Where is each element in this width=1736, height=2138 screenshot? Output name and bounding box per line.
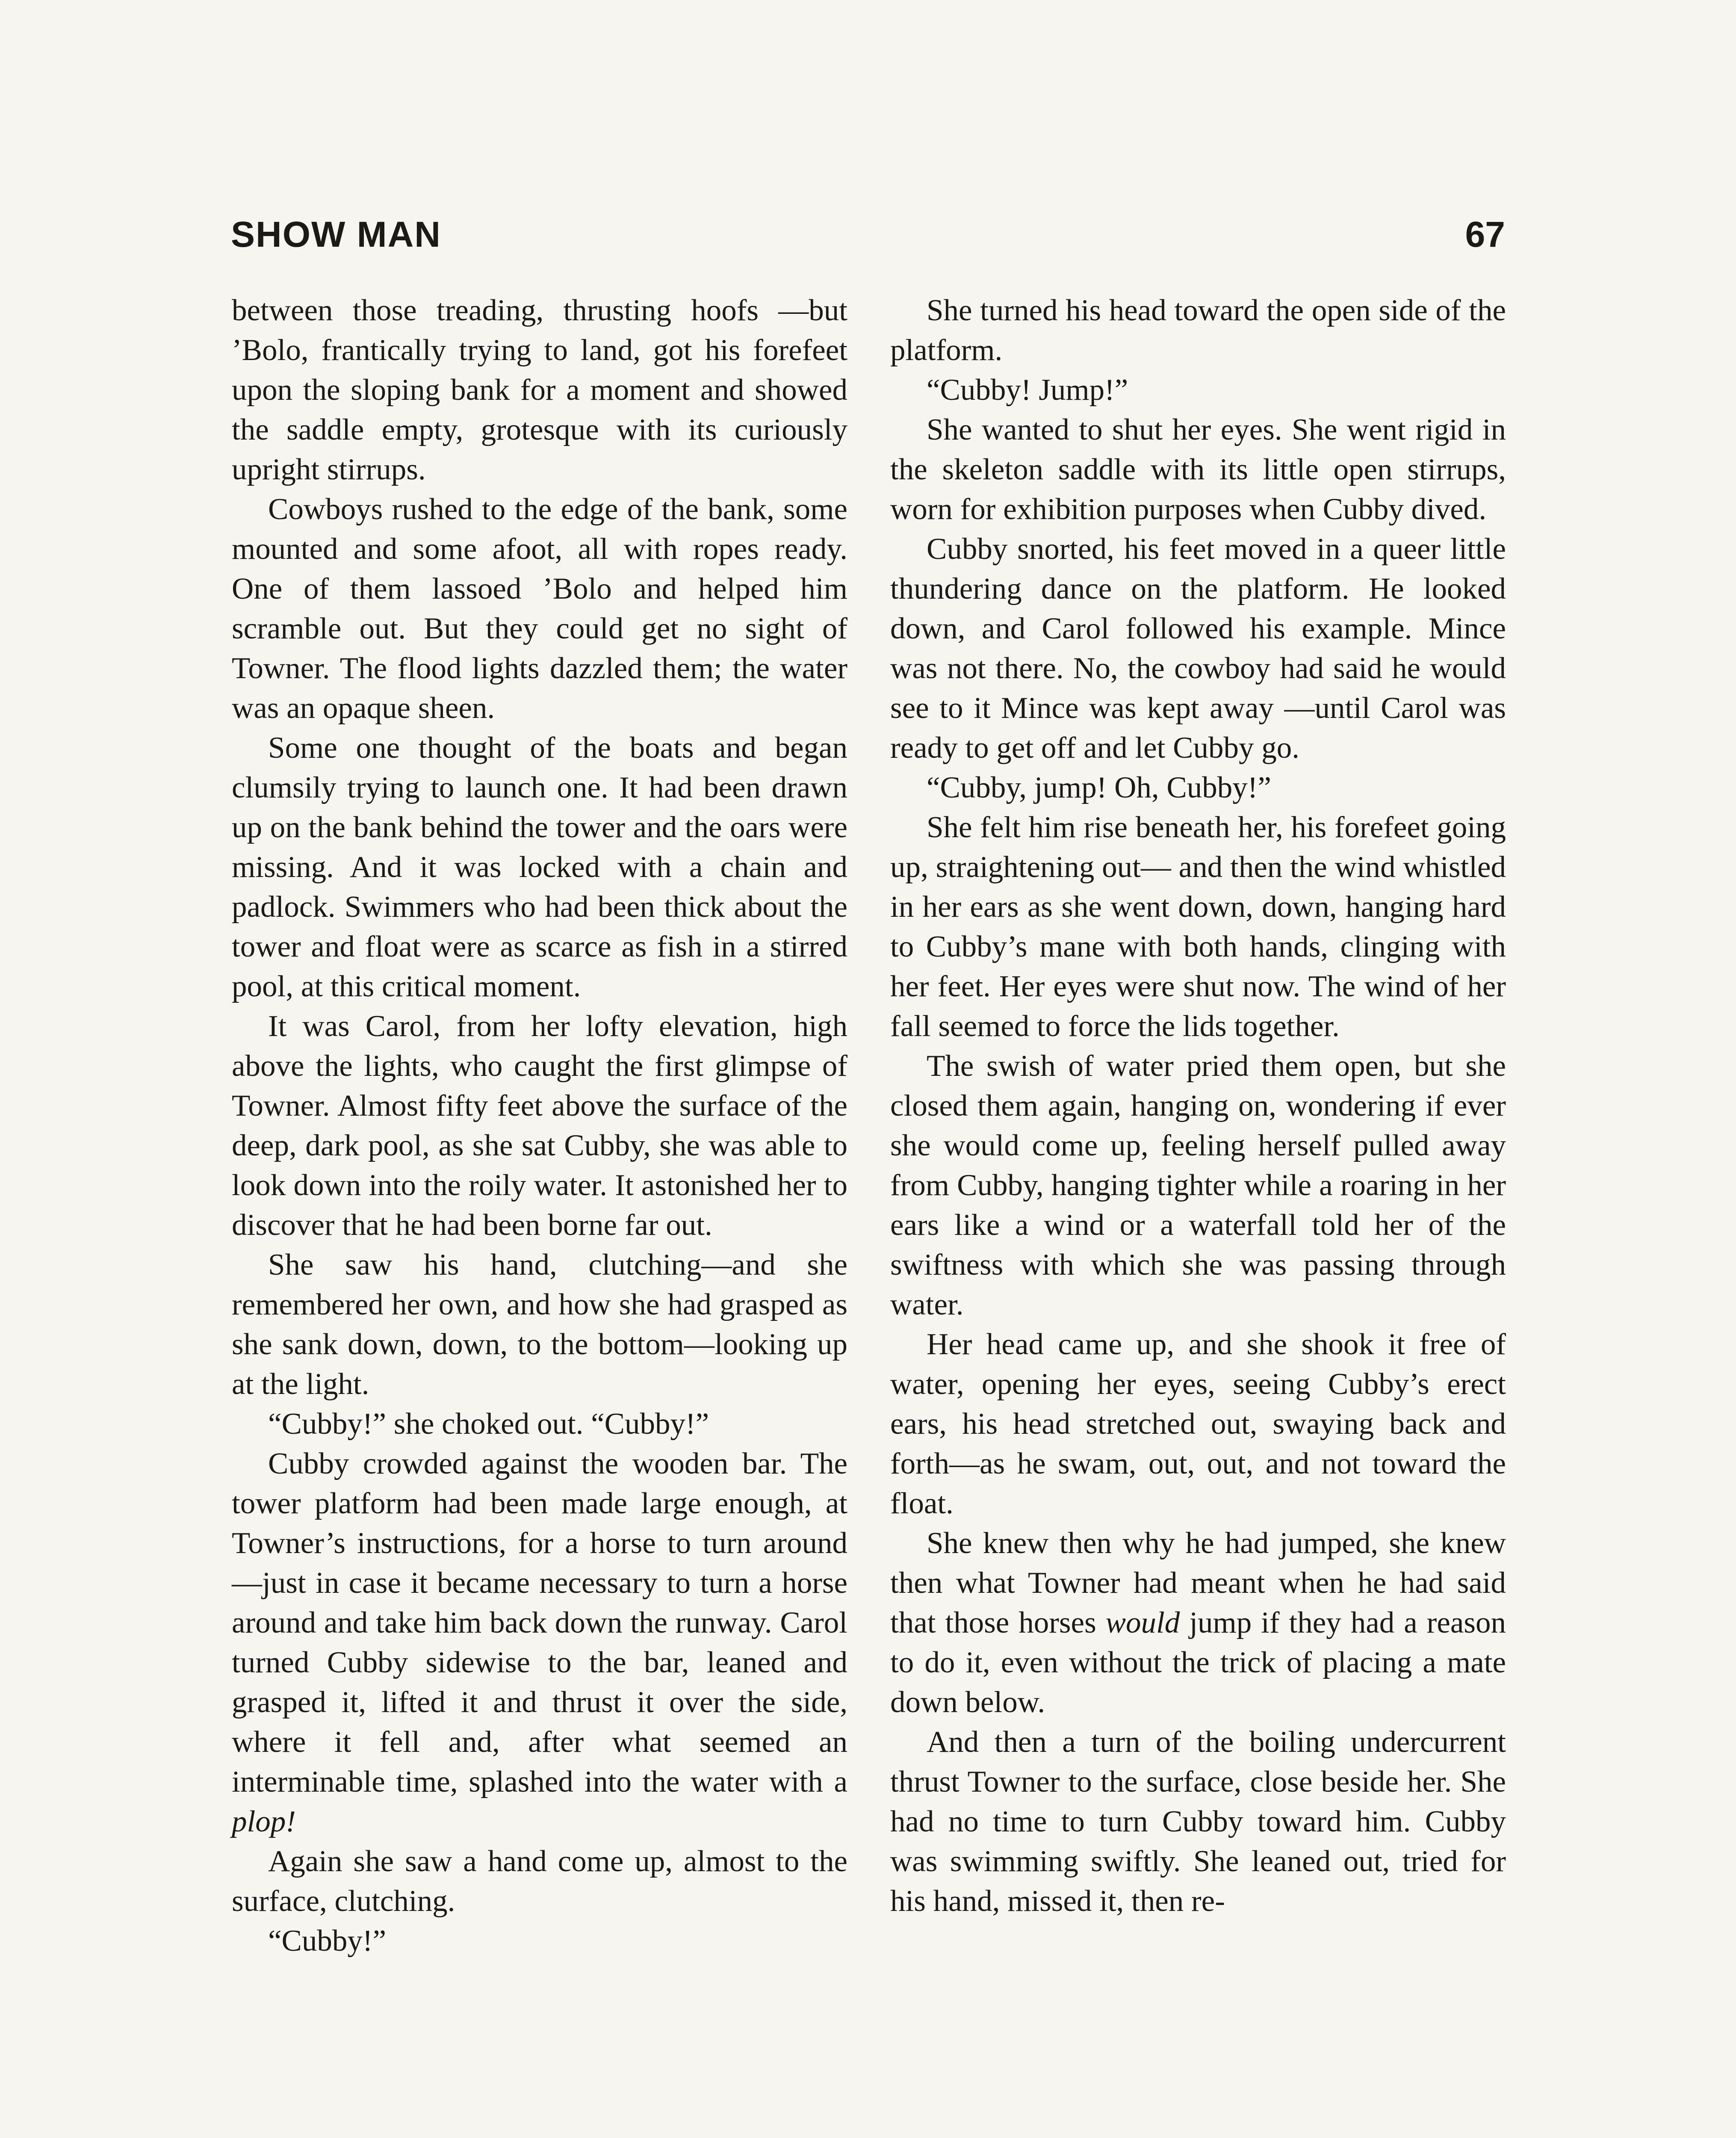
paragraph: And then a turn of the boiling undercurrent thrust Towner to the surface, close beside her. She had no time to turn Cubby toward him. Cubby was swimming swiftly. She leaned out, tried for his hand, missed it, then re-: [890, 1725, 1506, 1918]
paragraph: She saw his hand, clutching—and she remembered her own, and how she had grasped as she sank down, down, to the bottom—looking up at the light.: [232, 1248, 847, 1401]
running-title: SHOW MAN: [231, 214, 441, 254]
paragraph: It was Carol, from her lofty elevation, high above the lights, who caught the first glimpse of Towner. Almost fifty feet above the surface of the deep, dark pool, as she sat Cubby, she was able to look down into the roily water. It astonished her to discover that he had been borne far out.: [232, 1010, 847, 1242]
page-number: 67: [1465, 214, 1505, 254]
paragraph: She turned his head toward the open side of the platform.: [890, 294, 1506, 367]
paragraph: Cubby snorted, his feet moved in a queer little thundering dance on the platform. He looked down, and Carol followed his example. Mince was not there. No, the cowboy had said he would see to it Mince was kept away —until Carol was ready to get off and let Cubby go.: [890, 532, 1506, 765]
running-head: [231, 214, 1505, 261]
paragraph: Again she saw a hand come up, almost to the surface, clutching.: [232, 1845, 847, 1918]
emphasis: would: [1105, 1606, 1180, 1639]
paragraph: “Cubby!”: [268, 1924, 387, 1958]
paragraph: Her head came up, and she shook it free of water, opening her eyes, seeing Cubby’s erect ears, his head stretched out, swaying back and forth—as he swam, out, out, and not toward the float.: [890, 1328, 1506, 1520]
paragraph: The swish of water pried them open, but she closed them again, hanging on, wondering if ever she would come up, feeling herself pulled away from Cubby, hanging tighter while a roaring in her ears like a wind or a waterfall told her of the swiftness with which she was passing through water.: [890, 1049, 1506, 1321]
paragraph: “Cubby, jump! Oh, Cubby!”: [927, 771, 1271, 804]
paragraph: “Cubby! Jump!”: [927, 373, 1128, 407]
paragraph: Some one thought of the boats and began clumsily trying to launch one. It had been drawn up on the bank behind the tower and the oars were missing. And it was locked with a chain and padlock. Swimmers who had been thick about the tower and float were as scarce as fish in a stirred pool, at this critical moment.: [232, 731, 847, 1003]
paragraph: Cowboys rushed to the edge of the bank, some mounted and some afoot, all with ropes ready. One of them lassoed ’Bolo and helped him scramble out. But they could get no sight of Towner. The flood lights dazzled them; the water was an opaque sheen.: [232, 493, 847, 725]
paragraph: “Cubby!” she choked out. “Cubby!”: [268, 1407, 709, 1441]
paragraph: Cubby crowded against the wooden bar. The tower platform had been made large enough, at Towner’s instructions, for a horse to turn around —just in case it became necessary to turn a horse around and take him back down the runway. Carol turned Cubby sidewise to the bar, leaned and grasped it, lifted it and thrust it over the side, where it fell and, after what seemed an interminable time, splashed into the water with a plop!: [232, 1447, 847, 1838]
emphasis: plop!: [232, 1805, 296, 1838]
left-column: [232, 291, 847, 1961]
paragraph: between those treading, thrusting hoofs —but ’Bolo, frantically trying to land, got his forefeet upon the sloping bank for a moment and showed the saddle empty, grotesque with its curiously upright stirrups.: [232, 294, 847, 486]
paragraph: She felt him rise beneath her, his forefeet going up, straightening out— and then the wind whistled in her ears as she went down, down, hanging hard to Cubby’s mane with both hands, clinging with her feet. Her eyes were shut now. The wind of her fall seemed to force the lids together.: [890, 811, 1506, 1043]
right-column: [890, 291, 1506, 1921]
paragraph: She wanted to shut her eyes. She went rigid in the skeleton saddle with its little open stirrups, worn for exhibition purposes when Cubby dived.: [890, 413, 1506, 526]
paragraph: She knew then why he had jumped, she knew then what Towner had meant when he had said that those horses would jump if they had a reason to do it, even without the trick of placing a mate down below.: [890, 1527, 1506, 1719]
